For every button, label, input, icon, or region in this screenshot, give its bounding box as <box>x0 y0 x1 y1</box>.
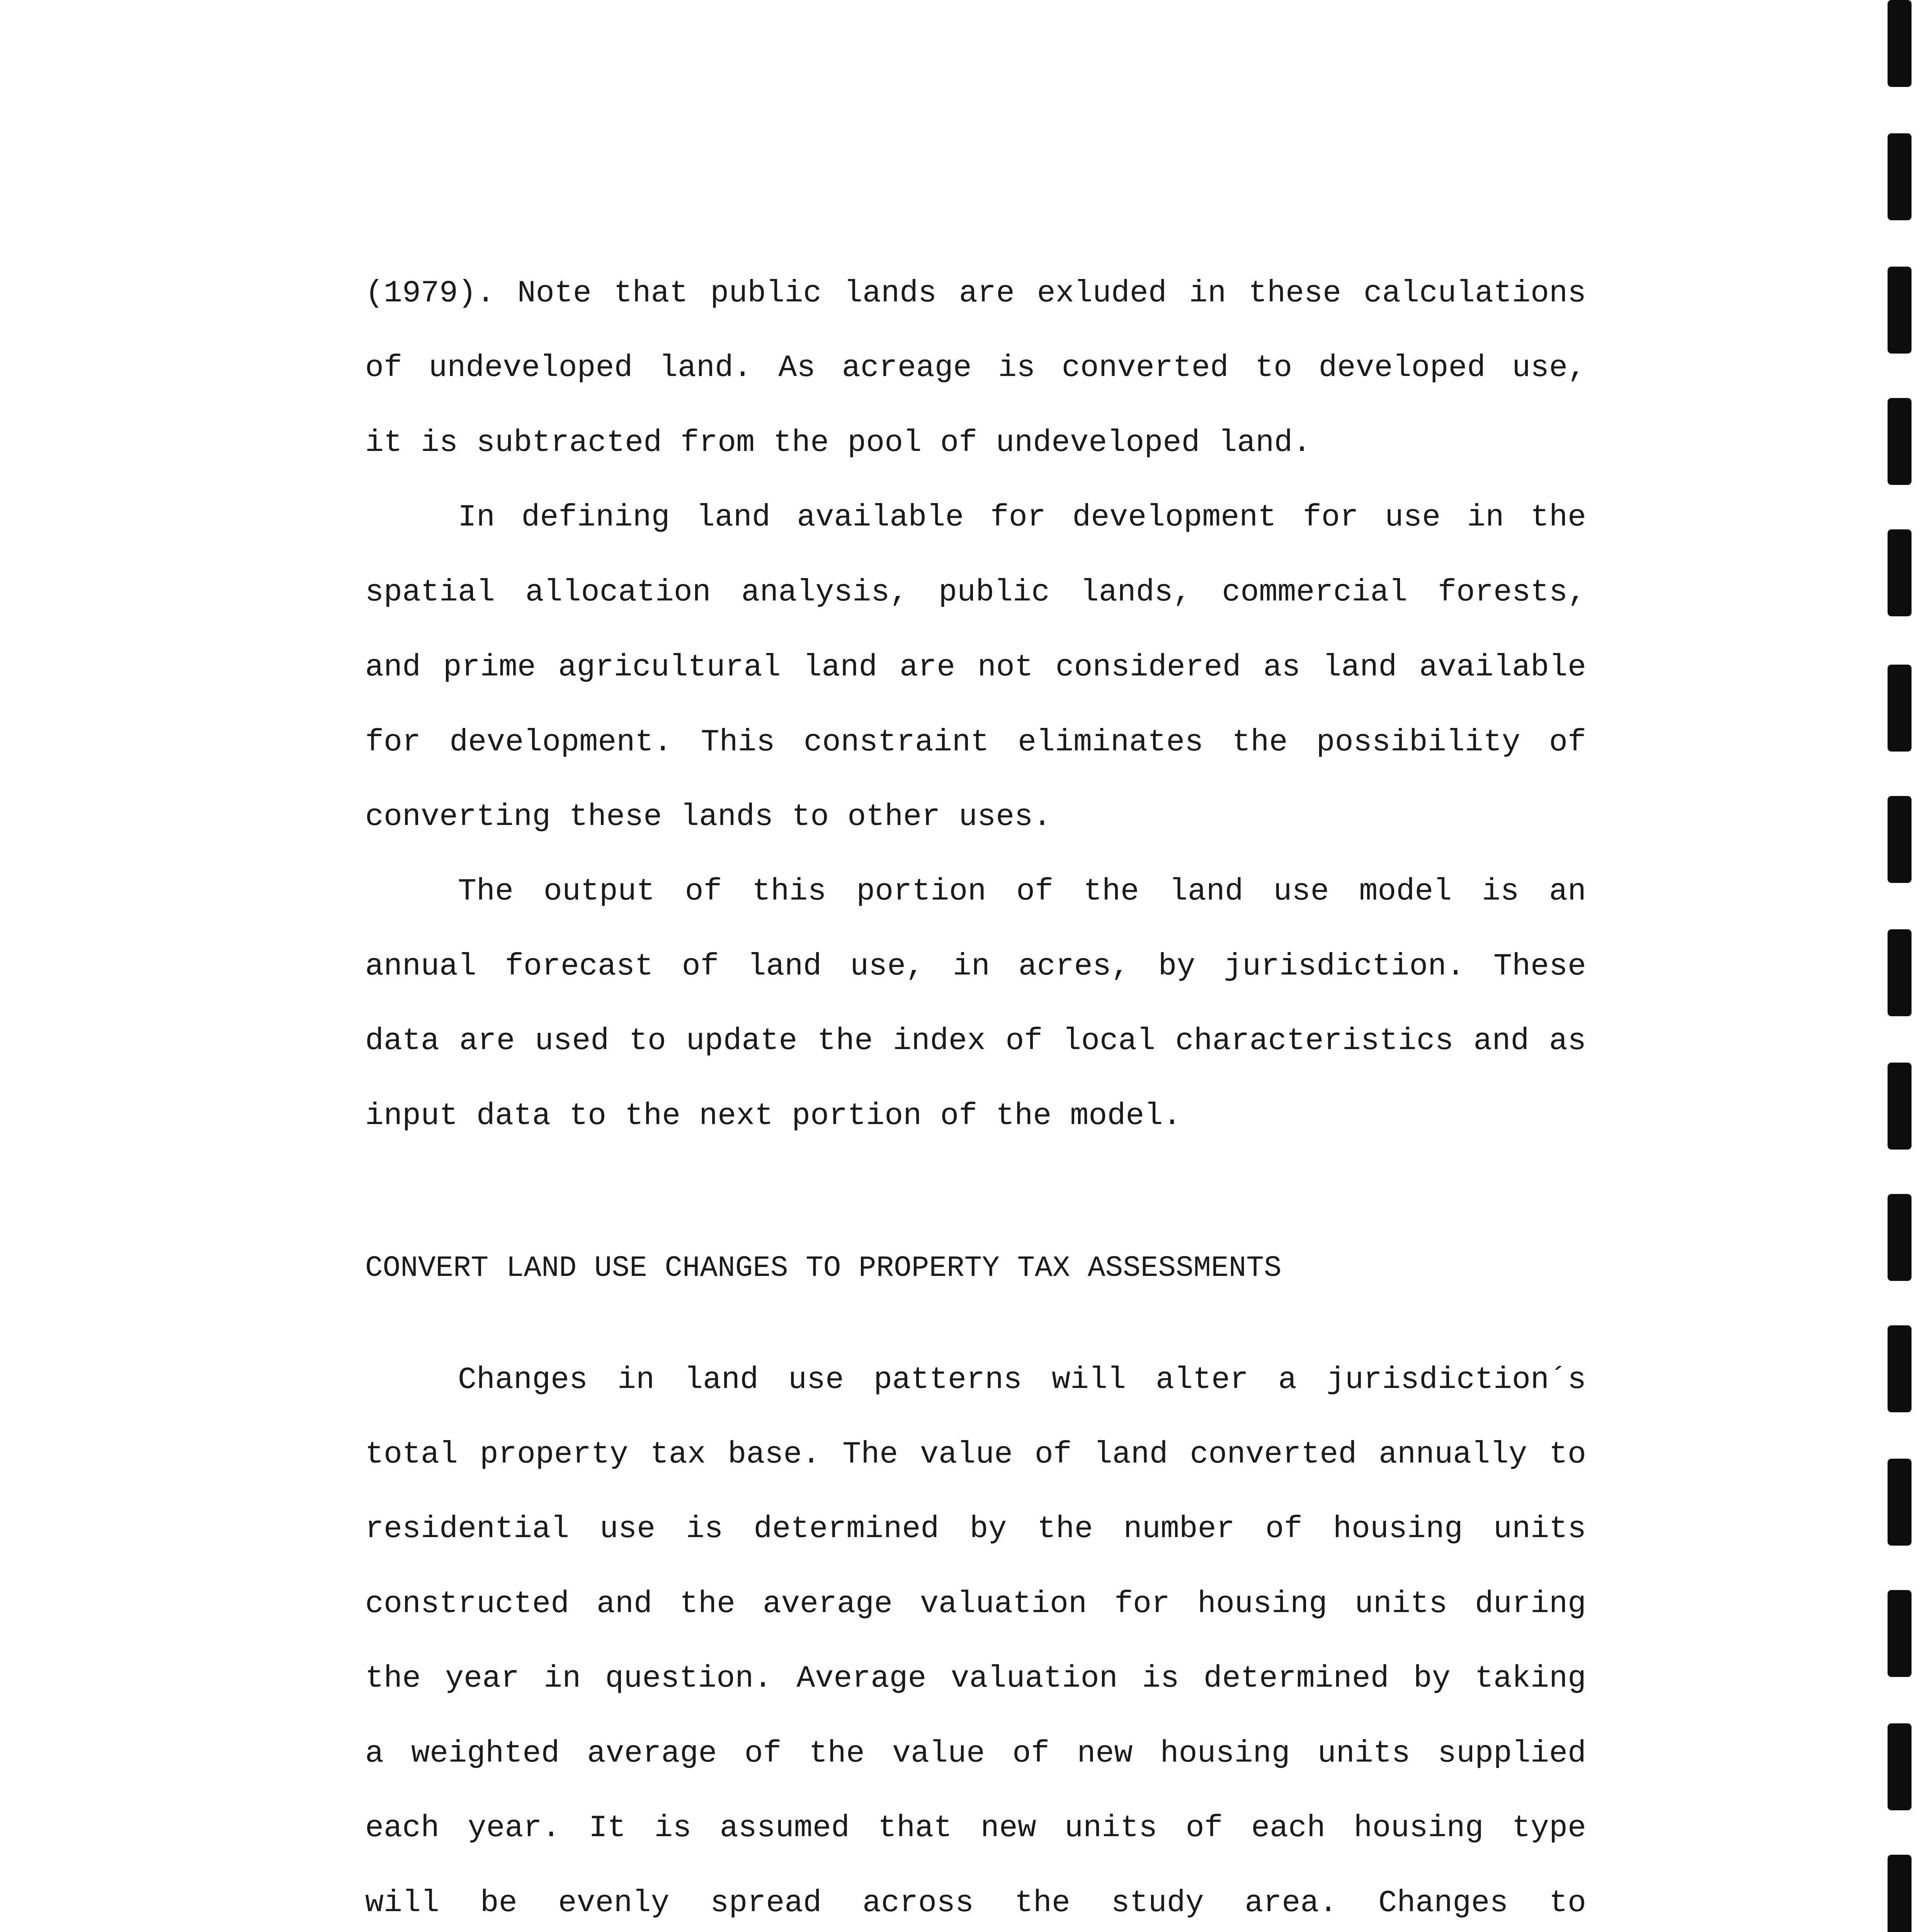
binding-hole <box>1888 1325 1912 1412</box>
text-line: spatial allocation analysis, public lands, commercial forests, <box>365 575 1586 610</box>
text-line: each year. It is assumed that new units of each housing type <box>365 1811 1586 1846</box>
text-line: of undeveloped land. As acreage is converted to developed use, <box>365 350 1586 386</box>
binding-hole <box>1888 665 1912 752</box>
text-line: data are used to update the index of local characteristics and as <box>365 1024 1586 1059</box>
binding-hole <box>1888 1590 1912 1677</box>
binding-hole <box>1888 1194 1912 1281</box>
binding-hole <box>1888 1855 1912 1932</box>
text-line: total property tax base. The value of land converted annually to <box>365 1437 1586 1472</box>
binding-hole <box>1888 929 1912 1016</box>
text-line: the year in question. Average valuation is determined by taking <box>365 1661 1586 1696</box>
text-line: residential use is determined by the number of housing units <box>365 1512 1586 1547</box>
section-heading: CONVERT LAND USE CHANGES TO PROPERTY TAX ASSESSMENTS <box>365 1252 1282 1285</box>
text-line: converting these lands to other uses. <box>365 799 1052 835</box>
binding-hole <box>1888 529 1912 616</box>
text-line: (1979). Note that public lands are exluded in these calculations <box>365 276 1586 311</box>
binding-hole <box>1888 267 1912 354</box>
text-line: and prime agricultural land are not considered as land available <box>365 650 1586 685</box>
binding-strip <box>1888 0 1918 1932</box>
binding-hole <box>1888 796 1912 883</box>
text-line: In defining land available for development for use in the <box>458 500 1586 535</box>
binding-hole <box>1888 1063 1912 1150</box>
text-line: it is subtracted from the pool of undeveloped land. <box>365 425 1311 461</box>
text-line: Changes in land use patterns will alter a jurisdiction´s <box>458 1362 1586 1398</box>
binding-hole <box>1888 1723 1912 1810</box>
text-line: will be evenly spread across the study area. Changes to <box>365 1886 1586 1921</box>
binding-hole <box>1888 0 1912 87</box>
binding-hole <box>1888 133 1912 220</box>
text-line: annual forecast of land use, in acres, by jurisdiction. These <box>365 949 1586 984</box>
text-line: a weighted average of the value of new housing units supplied <box>365 1736 1586 1771</box>
text-line: input data to the next portion of the model. <box>365 1099 1182 1134</box>
binding-hole <box>1888 398 1912 485</box>
binding-hole <box>1888 1459 1912 1546</box>
text-line: The output of this portion of the land use model is an <box>458 874 1586 909</box>
text-line: constructed and the average valuation for housing units during <box>365 1587 1586 1622</box>
text-line: for development. This constraint eliminates the possibility of <box>365 725 1586 760</box>
